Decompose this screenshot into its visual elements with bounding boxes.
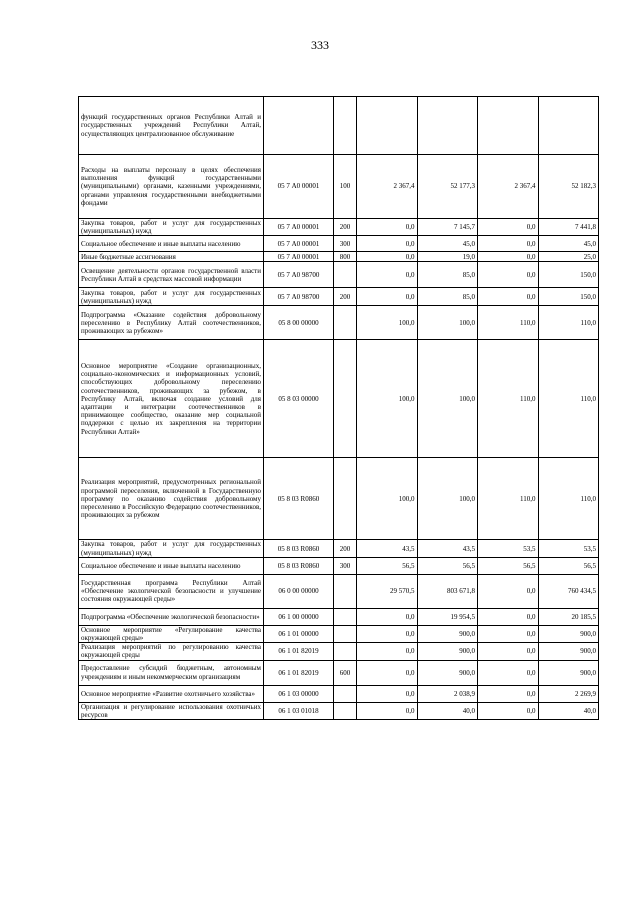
row-value-2: 40,0 xyxy=(417,702,478,719)
row-code: 05 8 03 R0860 xyxy=(264,540,334,557)
row-value-1 xyxy=(357,97,418,155)
row-value-3: 0,0 xyxy=(478,660,539,685)
row-value-4: 25,0 xyxy=(538,252,599,262)
row-value-1: 0,0 xyxy=(357,219,418,236)
row-value-1: 29 570,5 xyxy=(357,574,418,608)
row-value-1: 0,0 xyxy=(357,643,418,660)
row-name: Иные бюджетные ассигнования xyxy=(79,252,264,262)
row-name: Подпрограмма «Оказание содействия добровольному переселению в Республику Алтай соотечественников, проживающих за рубежом» xyxy=(79,306,264,340)
row-name: Государственная программа Республики Алтай «Обеспечение экологической безопасности и улучшение состояния окружающей среды» xyxy=(79,574,264,608)
row-code: 05 7 А0 00001 xyxy=(264,236,334,252)
row-value-1: 0,0 xyxy=(357,685,418,702)
row-value-1: 0,0 xyxy=(357,288,418,306)
row-value-3: 0,0 xyxy=(478,685,539,702)
row-value-2: 900,0 xyxy=(417,625,478,642)
row-value-1: 2 367,4 xyxy=(357,155,418,219)
row-value-2: 45,0 xyxy=(417,236,478,252)
row-value-1: 43,5 xyxy=(357,540,418,557)
row-value-1: 56,5 xyxy=(357,557,418,574)
row-value-1: 100,0 xyxy=(357,340,418,458)
row-value-4: 150,0 xyxy=(538,288,599,306)
row-value-1: 0,0 xyxy=(357,262,418,288)
page-number: 333 xyxy=(311,38,329,52)
table-row xyxy=(79,97,599,155)
row-code: 05 8 00 00000 xyxy=(264,306,334,340)
table-row xyxy=(79,340,599,458)
row-value-3: 0,0 xyxy=(478,236,539,252)
row-value-3: 0,0 xyxy=(478,288,539,306)
row-name: Закупка товаров, работ и услуг для государственных (муниципальных) нужд xyxy=(79,288,264,306)
row-code: 06 0 00 00000 xyxy=(264,574,334,608)
row-value-3: 110,0 xyxy=(478,306,539,340)
row-value-3: 110,0 xyxy=(478,340,539,458)
row-value-4: 40,0 xyxy=(538,702,599,719)
row-value-2: 19 954,5 xyxy=(417,608,478,625)
row-name: Расходы на выплаты персоналу в целях обеспечения выполнения функций государственными (муниципальными) органами, казенными учреждениями, органами управления государственными внебюджетными фондами xyxy=(79,155,264,219)
row-code: 06 1 03 01018 xyxy=(264,702,334,719)
row-name: Реализация мероприятий по регулированию качества окружающей среды xyxy=(79,643,264,660)
row-code: 05 7 А0 98700 xyxy=(264,262,334,288)
table-row xyxy=(79,574,599,608)
table-row xyxy=(79,262,599,288)
row-value-1: 0,0 xyxy=(357,236,418,252)
row-code xyxy=(264,97,334,155)
row-value-3: 56,5 xyxy=(478,557,539,574)
row-value-4: 110,0 xyxy=(538,306,599,340)
row-expense-type xyxy=(334,685,357,702)
row-expense-type xyxy=(334,625,357,642)
row-value-3: 0,0 xyxy=(478,643,539,660)
table-row xyxy=(79,608,599,625)
table-row xyxy=(79,643,599,660)
row-code: 06 1 01 82019 xyxy=(264,660,334,685)
row-value-1: 100,0 xyxy=(357,306,418,340)
table-row xyxy=(79,458,599,540)
row-value-4: 53,5 xyxy=(538,540,599,557)
table-row xyxy=(79,252,599,262)
row-value-4: 45,0 xyxy=(538,236,599,252)
table-row xyxy=(79,306,599,340)
row-value-2: 85,0 xyxy=(417,288,478,306)
row-name: Основное мероприятие «Создание организационных, социально-экономических и информационных условий, способствующих добровольному переселению соотечественников, проживающих за рубежом, в Республику Алтай, включая создание условий для адаптации и интеграции соотечественников в принимающее сообщество, оказание мер социальной поддержки с целью их закрепления на территории Республики Алтай» xyxy=(79,340,264,458)
row-code: 05 7 А0 00001 xyxy=(264,252,334,262)
table-row xyxy=(79,625,599,642)
row-value-3: 0,0 xyxy=(478,608,539,625)
row-expense-type xyxy=(334,306,357,340)
row-name: Социальное обеспечение и иные выплаты населению xyxy=(79,557,264,574)
row-value-2: 100,0 xyxy=(417,340,478,458)
row-value-3: 2 367,4 xyxy=(478,155,539,219)
row-value-4: 900,0 xyxy=(538,643,599,660)
row-name: Социальное обеспечение и иные выплаты населению xyxy=(79,236,264,252)
table-body xyxy=(79,97,599,720)
row-value-1: 0,0 xyxy=(357,660,418,685)
row-name: Освещение деятельности органов государственной власти Республики Алтай в средствах массовой информации xyxy=(79,262,264,288)
table-row xyxy=(79,660,599,685)
table-row xyxy=(79,685,599,702)
row-value-2: 100,0 xyxy=(417,458,478,540)
row-code: 06 1 01 00000 xyxy=(264,625,334,642)
row-expense-type: 100 xyxy=(334,155,357,219)
row-value-1: 100,0 xyxy=(357,458,418,540)
row-value-2: 900,0 xyxy=(417,643,478,660)
row-value-2: 803 671,8 xyxy=(417,574,478,608)
row-value-1: 0,0 xyxy=(357,702,418,719)
row-value-2: 7 145,7 xyxy=(417,219,478,236)
row-value-3: 0,0 xyxy=(478,702,539,719)
budget-table xyxy=(78,96,599,720)
row-expense-type: 200 xyxy=(334,540,357,557)
row-code: 05 8 03 00000 xyxy=(264,340,334,458)
row-value-4: 7 441,8 xyxy=(538,219,599,236)
row-expense-type: 300 xyxy=(334,236,357,252)
row-value-4: 2 269,9 xyxy=(538,685,599,702)
table-row xyxy=(79,236,599,252)
row-value-3: 110,0 xyxy=(478,458,539,540)
row-name: Основное мероприятие «Регулирование качества окружающей среды» xyxy=(79,625,264,642)
row-expense-type xyxy=(334,702,357,719)
row-value-2: 43,5 xyxy=(417,540,478,557)
row-value-2: 19,0 xyxy=(417,252,478,262)
row-code: 05 8 03 R0860 xyxy=(264,557,334,574)
row-name: Организация и регулирование использования охотничьих ресурсов xyxy=(79,702,264,719)
row-code: 06 1 00 00000 xyxy=(264,608,334,625)
row-value-3: 0,0 xyxy=(478,252,539,262)
row-expense-type xyxy=(334,97,357,155)
row-expense-type: 200 xyxy=(334,219,357,236)
row-value-4: 110,0 xyxy=(538,458,599,540)
row-name: Реализация мероприятий, предусмотренных региональной программой переселения, включенной в Государственную программу по оказанию содействия добровольному переселению в Российскую Федерацию соотечественников, проживающих за рубежом xyxy=(79,458,264,540)
row-value-3 xyxy=(478,97,539,155)
table-row xyxy=(79,702,599,719)
row-value-1: 0,0 xyxy=(357,625,418,642)
row-value-1: 0,0 xyxy=(357,608,418,625)
table-row xyxy=(79,219,599,236)
row-expense-type xyxy=(334,458,357,540)
row-code: 05 8 03 R0860 xyxy=(264,458,334,540)
row-name: Предоставление субсидий бюджетным, автономным учреждениям и иным некоммерческим организациям xyxy=(79,660,264,685)
row-value-2: 52 177,3 xyxy=(417,155,478,219)
row-value-4: 150,0 xyxy=(538,262,599,288)
row-name: Основное мероприятие «Развитие охотничьего хозяйства» xyxy=(79,685,264,702)
row-value-4: 56,5 xyxy=(538,557,599,574)
row-value-2 xyxy=(417,97,478,155)
row-value-4: 20 185,5 xyxy=(538,608,599,625)
row-code: 05 7 А0 00001 xyxy=(264,155,334,219)
row-value-2: 85,0 xyxy=(417,262,478,288)
row-name: функций государственных органов Республики Алтай и государственных учреждений Республики Алтай, осуществляющих централизованное обслуживание xyxy=(79,97,264,155)
row-expense-type: 300 xyxy=(334,557,357,574)
row-name: Закупка товаров, работ и услуг для государственных (муниципальных) нужд xyxy=(79,540,264,557)
row-value-4: 52 182,3 xyxy=(538,155,599,219)
row-value-2: 56,5 xyxy=(417,557,478,574)
table-row xyxy=(79,155,599,219)
row-value-3: 0,0 xyxy=(478,262,539,288)
row-expense-type xyxy=(334,262,357,288)
table-row xyxy=(79,557,599,574)
row-value-3: 0,0 xyxy=(478,574,539,608)
row-code: 06 1 03 00000 xyxy=(264,685,334,702)
row-value-2: 900,0 xyxy=(417,660,478,685)
row-expense-type xyxy=(334,574,357,608)
table-row xyxy=(79,288,599,306)
row-name: Подпрограмма «Обеспечение экологической безопасности» xyxy=(79,608,264,625)
row-expense-type: 200 xyxy=(334,288,357,306)
table-row xyxy=(79,540,599,557)
row-expense-type xyxy=(334,608,357,625)
row-value-4: 110,0 xyxy=(538,340,599,458)
row-value-4 xyxy=(538,97,599,155)
row-value-2: 2 038,9 xyxy=(417,685,478,702)
row-name: Закупка товаров, работ и услуг для государственных (муниципальных) нужд xyxy=(79,219,264,236)
row-value-4: 760 434,5 xyxy=(538,574,599,608)
row-value-1: 0,0 xyxy=(357,252,418,262)
row-value-4: 900,0 xyxy=(538,625,599,642)
row-value-2: 100,0 xyxy=(417,306,478,340)
row-expense-type: 800 xyxy=(334,252,357,262)
row-expense-type xyxy=(334,643,357,660)
row-expense-type: 600 xyxy=(334,660,357,685)
row-code: 06 1 01 82019 xyxy=(264,643,334,660)
row-value-3: 0,0 xyxy=(478,625,539,642)
row-value-3: 0,0 xyxy=(478,219,539,236)
row-code: 05 7 А0 98700 xyxy=(264,288,334,306)
row-code: 05 7 А0 00001 xyxy=(264,219,334,236)
row-expense-type xyxy=(334,340,357,458)
row-value-4: 900,0 xyxy=(538,660,599,685)
row-value-3: 53,5 xyxy=(478,540,539,557)
